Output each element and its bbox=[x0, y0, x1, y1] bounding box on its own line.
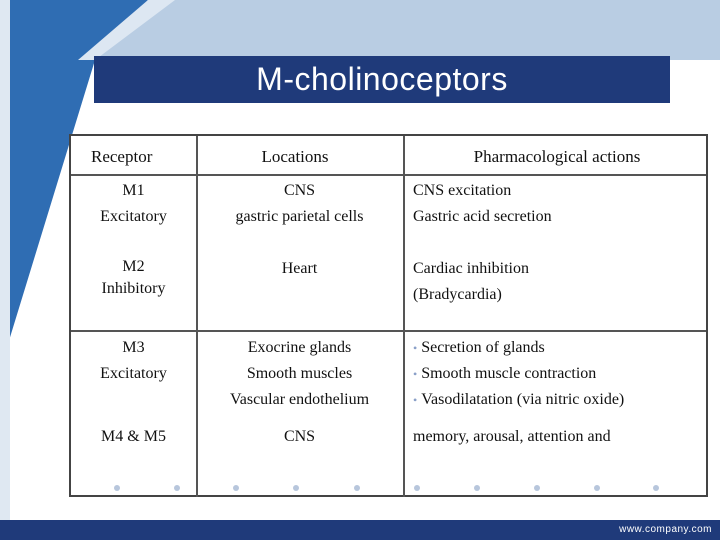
action: Smooth muscle contraction bbox=[421, 365, 597, 382]
bullet-icon: • bbox=[413, 393, 418, 407]
row3-locations bbox=[196, 335, 403, 413]
row2-receptor bbox=[71, 256, 196, 300]
header-actions: Pharmacological actions bbox=[473, 147, 641, 166]
row4-locations bbox=[196, 424, 403, 450]
left-edge-band bbox=[0, 0, 10, 520]
dot-decoration bbox=[114, 485, 120, 491]
bullet-icon: • bbox=[413, 341, 418, 355]
header-locations: Locations bbox=[261, 147, 329, 166]
dot-decoration bbox=[474, 485, 480, 491]
action: Secretion of glands bbox=[421, 339, 545, 356]
row4-receptor bbox=[71, 424, 196, 450]
footer-bar bbox=[0, 520, 720, 540]
action: Vasodilatation (via nitric oxide) bbox=[421, 391, 625, 408]
footer-url: www.company.com bbox=[619, 524, 712, 535]
location: Heart bbox=[281, 260, 318, 277]
dot-decoration bbox=[653, 485, 659, 491]
dot-decoration bbox=[594, 485, 600, 491]
dot-decoration bbox=[534, 485, 540, 491]
location: gastric parietal cells bbox=[235, 208, 364, 225]
receptor-name: M4 & M5 bbox=[101, 428, 166, 445]
row2-locations bbox=[196, 256, 403, 282]
location: Vascular endothelium bbox=[229, 391, 370, 408]
receptor-type: Excitatory bbox=[100, 365, 167, 382]
action: CNS excitation bbox=[413, 182, 512, 199]
bullet-icon: • bbox=[413, 367, 418, 381]
dot-decoration bbox=[414, 485, 420, 491]
row3-receptor bbox=[71, 335, 196, 387]
location: Smooth muscles bbox=[246, 365, 353, 382]
row4-actions bbox=[403, 424, 703, 450]
row2-actions bbox=[403, 256, 703, 308]
header-divider bbox=[71, 174, 706, 176]
slide-title: M-cholinoceptors bbox=[94, 56, 670, 103]
location: CNS bbox=[283, 428, 316, 445]
location: Exocrine glands bbox=[247, 339, 352, 356]
action-item bbox=[413, 335, 703, 361]
dot-decoration bbox=[174, 485, 180, 491]
action-item bbox=[413, 387, 703, 413]
receptor-type: Excitatory bbox=[100, 208, 167, 225]
row1-actions bbox=[403, 178, 703, 230]
header-receptor: Receptor bbox=[91, 147, 153, 166]
row3-actions bbox=[403, 335, 703, 413]
receptor-type: Inhibitory bbox=[101, 280, 166, 297]
action: (Bradycardia) bbox=[413, 286, 502, 303]
row1-receptor bbox=[71, 178, 196, 230]
dot-decoration bbox=[293, 485, 299, 491]
row1-locations bbox=[196, 178, 403, 230]
receptor-name: M1 bbox=[122, 182, 145, 199]
dot-decoration bbox=[354, 485, 360, 491]
action-item bbox=[413, 361, 703, 387]
receptor-name: M3 bbox=[122, 339, 145, 356]
action: Cardiac inhibition bbox=[413, 260, 529, 277]
receptor-table bbox=[69, 134, 708, 497]
row-divider-2 bbox=[71, 330, 706, 332]
action: memory, arousal, attention and bbox=[413, 428, 611, 445]
dot-decoration bbox=[233, 485, 239, 491]
receptor-name: M2 bbox=[122, 258, 145, 275]
light-blue-sweep bbox=[95, 0, 720, 60]
location: CNS bbox=[283, 182, 316, 199]
action: Gastric acid secretion bbox=[413, 208, 552, 225]
